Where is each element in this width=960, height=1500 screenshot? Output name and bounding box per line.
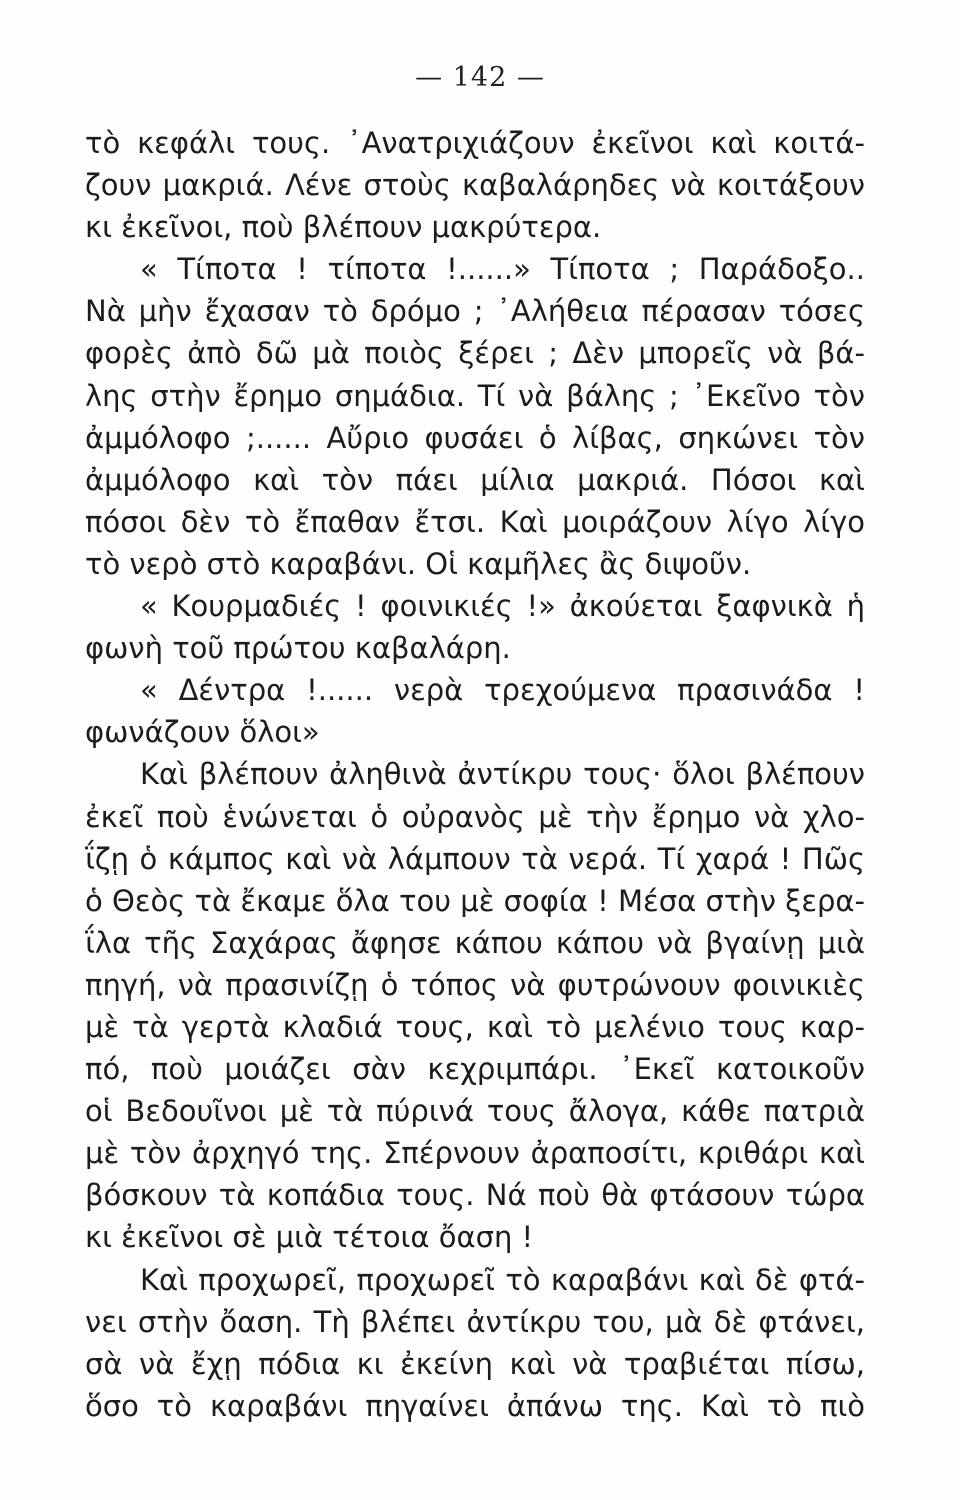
text-line: κι ἐκεῖνοι σὲ μιὰ τέτοια ὄαση !: [85, 1220, 534, 1255]
text-line: βόσκουν τὰ κοπάδια τους. Νά ποὺ θὰ φτάσουν τώρα: [85, 1178, 865, 1213]
text-line: τὸ κεφάλι τους. ᾿Ανατριχιάζουν ἐκεῖνοι καὶ κοιτά-: [85, 126, 865, 160]
text-line: ὅσο τὸ καραβάνι πηγαίνει ἀπάνω της. Καὶ τὸ πιὸ: [85, 1388, 865, 1423]
text-line: ἐκεῖ ποὺ ἑνώνεται ὁ οὐρανὸς μὲ τὴν ἔρημο νὰ χλο-: [85, 799, 865, 834]
text-line: τὸ νερὸ στὸ καραβάνι. Οἱ καμῆλες ἂς διψοῦν.: [85, 546, 752, 581]
text-line: οἱ Βεδουῖνοι μὲ τὰ πύρινά τους ἄλογα, κάθε πατριὰ: [85, 1094, 865, 1129]
text-line: πηγή, νὰ πρασινίζῃ ὁ τόπος νὰ φυτρώνουν φοινικιὲς: [85, 967, 865, 1002]
text-line: « Κουρμαδιές ! φοινικιές !» ἀκούεται ξαφνικὰ ἡ: [140, 589, 865, 624]
text-line: φωνὴ τοῦ πρώτου καβαλάρη.: [85, 631, 511, 666]
text-line: Καὶ προχωρεῖ, προχωρεῖ τὸ καραβάνι καὶ δὲ φτά-: [140, 1262, 865, 1297]
text-line: μὲ τὰ γερτὰ κλαδιά τους, καὶ τὸ μελένιο τους καρ-: [85, 1009, 865, 1044]
text-line: λης στὴν ἔρημο σημάδια. Τί νὰ βάλης ; ᾿Εκεῖνο τὸν: [85, 378, 865, 413]
text-line: ἀμμόλοφο καὶ τὸν πάει μίλια μακριά. Πόσοι καὶ: [85, 462, 865, 497]
text-line: κι ἐκεῖνοι, ποὺ βλέπουν μακρύτερα.: [85, 210, 602, 245]
text-line: Νὰ μὴν ἔχασαν τὸ δρόμο ; ᾿Αλήθεια πέρασαν τόσες: [85, 294, 865, 329]
text-line: νει στὴν ὄαση. Τὴ βλέπει ἀντίκρυ του, μὰ δὲ φτάνει,: [85, 1304, 865, 1339]
text-line: Καὶ βλέπουν ἀληθινὰ ἀντίκρυ τους· ὅλοι βλέπουν: [140, 757, 865, 792]
text-line: μὲ τὸν ἀρχηγό της. Σπέρνουν ἀραποσίτι, κριθάρι καὶ: [85, 1136, 865, 1171]
text-line: ΐλα τῆς Σαχάρας ἄφησε κάπου κάπου νὰ βγαίνῃ μιὰ: [85, 925, 865, 960]
page-number: — 142 —: [415, 62, 545, 93]
text-line: σὰ νὰ ἔχῃ πόδια κι ἐκείνη καὶ νὰ τραβιέται πίσω,: [85, 1346, 865, 1381]
text-line: ΐζῃ ὁ κάμπος καὶ νὰ λάμπουν τὰ νερά. Τί χαρά ! Πῶς: [85, 841, 865, 876]
text-line: « Δέντρα !...... νερὰ τρεχούμενα πρασινάδα !: [140, 673, 865, 708]
text-line: πό, ποὺ μοιάζει σὰν κεχριμπάρι. ᾿Εκεῖ κατοικοῦν: [85, 1052, 865, 1087]
text-line: φωνάζουν ὅλοι»: [85, 715, 320, 750]
text-line: ὁ Θεὸς τὰ ἔκαμε ὅλα του μὲ σοφία ! Μέσα στὴν ξερα-: [85, 883, 865, 918]
text-line: ζουν μακριά. Λένε στοὺς καβαλάρηδες νὰ κοιτάξουν: [85, 168, 865, 203]
text-line: πόσοι δὲν τὸ ἔπαθαν ἔτσι. Καὶ μοιράζουν λίγο λίγο: [85, 504, 865, 539]
text-line: φορὲς ἀπὸ δῶ μὰ ποιὸς ξέρει ; Δὲν μπορεῖς νὰ βά-: [85, 336, 865, 371]
body-text: [85, 122, 865, 1427]
text-line: ἀμμόλοφο ;...... Αὔριο φυσάει ὁ λίβας, σηκώνει τὸν: [85, 420, 865, 455]
text-line: « Τίποτα ! τίποτα !......» Τίποτα ; Παράδοξο..: [140, 252, 865, 287]
